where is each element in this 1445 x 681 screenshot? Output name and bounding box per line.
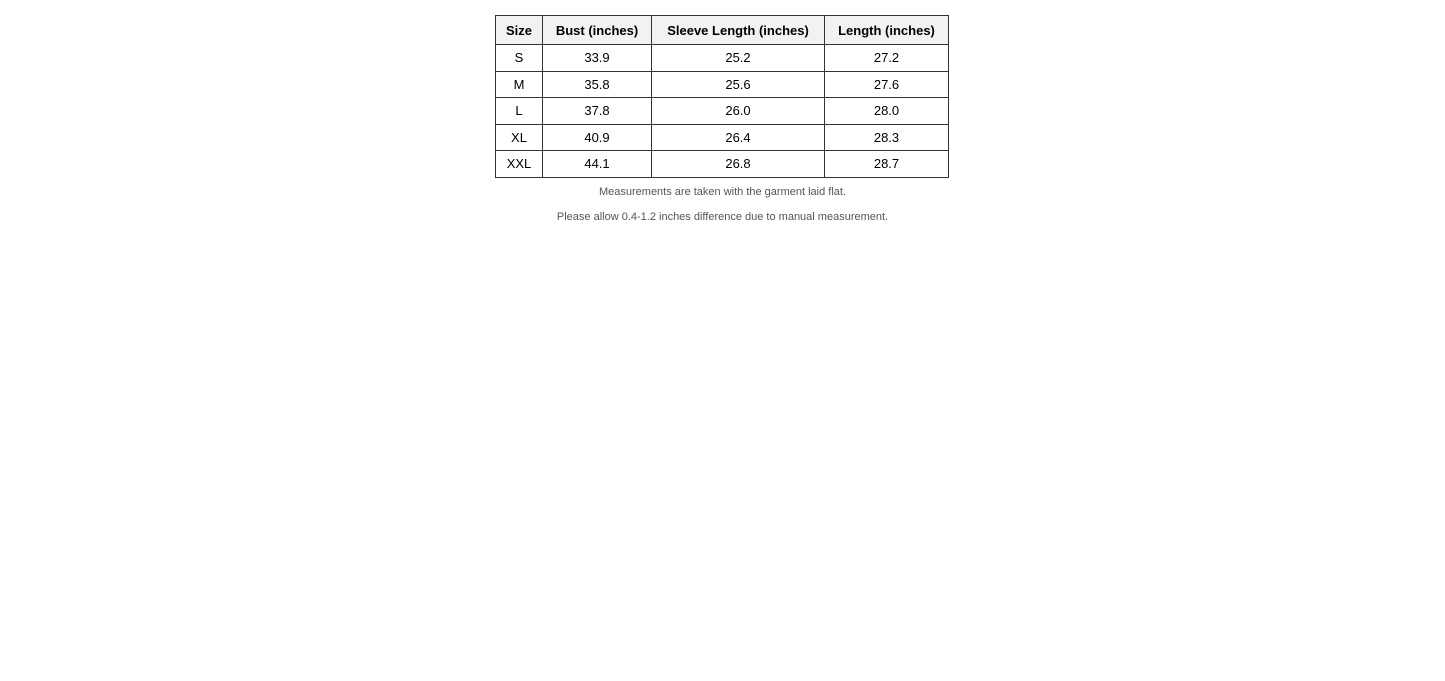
table-row [496,71,949,98]
header-sleeve-length: Sleeve Length (inches) [652,16,825,45]
cell-length: 28.0 [825,98,949,125]
size-table [495,15,949,178]
cell-bust: 35.8 [543,71,652,98]
cell-length: 27.2 [825,45,949,72]
cell-sleeve-length: 25.6 [652,71,825,98]
cell-bust: 37.8 [543,98,652,125]
cell-sleeve-length: 25.2 [652,45,825,72]
cell-sleeve-length: 26.8 [652,151,825,178]
table-row [496,124,949,151]
header-length: Length (inches) [825,16,949,45]
cell-bust: 40.9 [543,124,652,151]
table-header-row [496,16,949,45]
cell-length: 27.6 [825,71,949,98]
cell-size: M [496,71,543,98]
table-row [496,98,949,125]
note-allowance: Please allow 0.4-1.2 inches difference due to manual measurement. [556,210,889,223]
header-bust: Bust (inches) [543,16,652,45]
cell-bust: 44.1 [543,151,652,178]
cell-bust: 33.9 [543,45,652,72]
cell-size: XL [496,124,543,151]
header-size: Size [496,16,543,45]
cell-size: L [496,98,543,125]
cell-size: XXL [496,151,543,178]
cell-sleeve-length: 26.4 [652,124,825,151]
cell-length: 28.3 [825,124,949,151]
cell-length: 28.7 [825,151,949,178]
table-row [496,45,949,72]
size-chart [0,15,1445,223]
note-laid-flat: Measurements are taken with the garment laid flat. [598,185,846,198]
table-row [496,151,949,178]
cell-sleeve-length: 26.0 [652,98,825,125]
cell-size: S [496,45,543,72]
